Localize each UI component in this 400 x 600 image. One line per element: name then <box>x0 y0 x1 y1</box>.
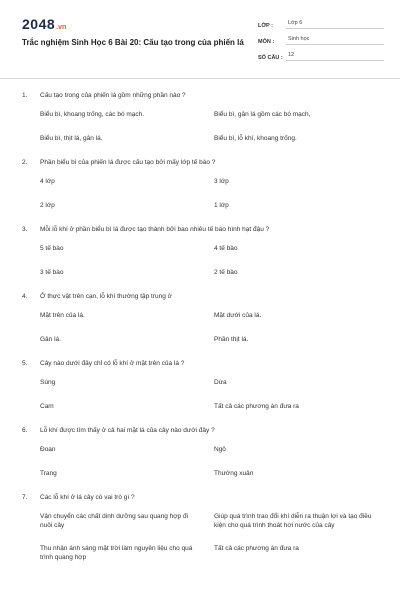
answer-options <box>22 110 384 158</box>
question-number: 1. <box>22 92 28 99</box>
answer-option[interactable]: Phần thịt lá. <box>214 336 249 343</box>
question-5 <box>22 359 384 426</box>
answer-option[interactable]: Thường xuân <box>214 470 254 477</box>
answer-options <box>22 177 384 225</box>
answer-options <box>22 378 384 426</box>
answer-option[interactable]: Biểu bì, gân lá gồm các bó mạch, <box>214 111 311 118</box>
question-text <box>22 359 384 378</box>
answer-option[interactable]: Giúp quá trình trao đổi khí diễn ra thuận lợi và tạo điều kiện cho quá trình thoát hơi nước của cây <box>214 513 372 529</box>
question-prompt: Ở thực vật trên cạn, lỗ khí thường tập trung ở <box>40 293 172 300</box>
meta-label: SỐ CÂU : <box>258 55 283 61</box>
question-number: 4. <box>22 293 28 300</box>
question-prompt: Phần biểu bì của phiến lá được cấu tạo bởi mấy lớp tế bào ? <box>40 159 216 166</box>
header <box>22 14 384 72</box>
answer-option[interactable]: 4 tế bào <box>214 245 238 252</box>
answer-option[interactable]: Mặt dưới của lá. <box>214 312 262 319</box>
meta-info <box>258 16 384 64</box>
logo-sub: .vn <box>56 24 67 31</box>
answer-option[interactable]: Vận chuyển các chất dinh dưỡng sau quang hợp đi nuôi cây <box>40 513 189 529</box>
answer-option[interactable]: 3 lớp <box>214 178 229 185</box>
answer-option[interactable]: Cam <box>40 403 54 410</box>
answer-option[interactable]: Ngô <box>214 446 226 453</box>
question-4 <box>22 292 384 359</box>
answer-options <box>22 512 384 576</box>
meta-value: 12 <box>286 52 384 61</box>
logo-main: 2048 <box>22 16 56 32</box>
answer-option[interactable]: Súng <box>40 379 56 386</box>
answer-option[interactable]: 4 lớp <box>40 178 55 185</box>
meta-row-count <box>258 48 384 61</box>
question-6 <box>22 426 384 493</box>
question-text <box>22 91 384 110</box>
question-3 <box>22 225 384 292</box>
answer-option[interactable]: 2 lớp <box>40 202 55 209</box>
site-logo[interactable] <box>22 16 254 32</box>
answer-option[interactable]: 3 tế bào <box>40 269 64 276</box>
question-text <box>22 292 384 311</box>
question-prompt: Lỗ khí được tìm thấy ở cả hai mặt lá của cây nào dưới đây ? <box>40 427 215 434</box>
question-text <box>22 493 384 512</box>
question-list <box>22 79 384 576</box>
question-number: 5. <box>22 360 28 367</box>
question-text <box>22 158 384 177</box>
question-prompt: Các lỗ khí ở lá cây có vai trò gì ? <box>40 494 135 501</box>
answer-options <box>22 311 384 359</box>
meta-row-subject <box>258 32 384 45</box>
question-text <box>22 426 384 445</box>
answer-option[interactable]: Biểu bì, khoang trống, các bó mạch. <box>40 111 145 118</box>
page-title: Trắc nghiệm Sinh Học 6 Bài 20: Cấu tạo trong của phiến lá <box>22 38 244 47</box>
header-left <box>22 14 254 48</box>
answer-option[interactable]: 2 tế bào <box>214 269 238 276</box>
question-number: 3. <box>22 226 28 233</box>
answer-option[interactable]: Tất cả các phương án đưa ra <box>214 545 299 552</box>
answer-option[interactable]: 1 lớp <box>214 202 229 209</box>
meta-value: Sinh học <box>286 36 384 45</box>
answer-option[interactable]: Biểu bì, thịt lá, gân lá. <box>40 135 103 142</box>
question-7 <box>22 493 384 576</box>
meta-value: Lớp 6 <box>286 20 384 29</box>
meta-label: LỚP : <box>258 23 273 29</box>
answer-option[interactable]: Mặt trên của lá. <box>40 312 85 319</box>
question-number: 6. <box>22 427 28 434</box>
answer-option[interactable]: Biểu bì, lỗ khí, khoang trống. <box>214 135 297 142</box>
question-text <box>22 225 384 244</box>
answer-option[interactable]: Thu nhận ánh sáng mặt trời làm nguyên liệu cho quá trình quang hợp <box>40 545 193 561</box>
answer-option[interactable]: Gân lá. <box>40 336 61 343</box>
answer-option[interactable]: Dừa <box>214 379 227 386</box>
answer-options <box>22 244 384 292</box>
question-1 <box>22 91 384 158</box>
answer-option[interactable]: 5 tế bào <box>40 245 64 252</box>
question-number: 7. <box>22 494 28 501</box>
question-number: 2. <box>22 159 28 166</box>
answer-option[interactable]: Đoạn <box>40 446 56 453</box>
question-prompt: Cây nào dưới đây chỉ có lỗ khí ở mặt trên của lá ? <box>40 360 185 367</box>
question-prompt: Mỗi lỗ khí ở phần biểu bì lá được tạo thành bởi bao nhiêu tế bào hình hạt đậu ? <box>40 226 270 233</box>
answer-options <box>22 445 384 493</box>
question-prompt: Cấu tạo trong của phiến lá gồm những phần nào ? <box>40 92 186 99</box>
answer-option[interactable]: Trang <box>40 470 57 477</box>
meta-row-class <box>258 16 384 29</box>
question-2 <box>22 158 384 225</box>
answer-option[interactable]: Tất cả các phương án đưa ra <box>214 403 299 410</box>
meta-label: MÔN : <box>258 39 275 45</box>
